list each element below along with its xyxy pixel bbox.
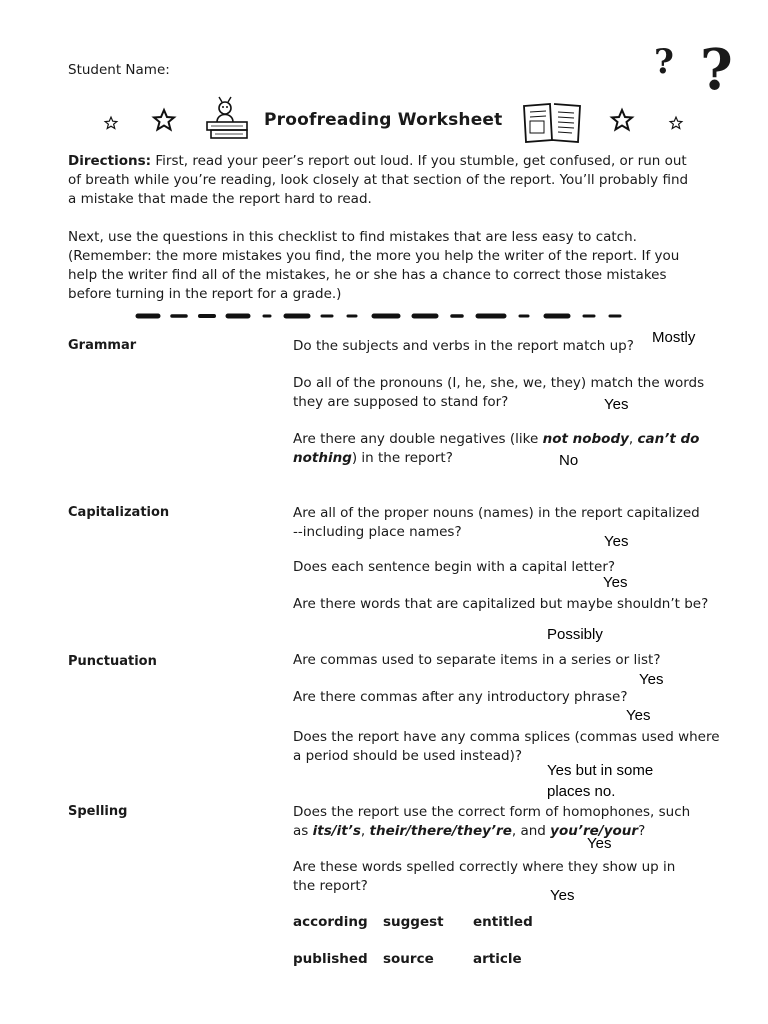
spell-question-2-line-1: Are these words spelled correctly where they show up in <box>293 859 676 875</box>
section-label-grammar: Grammar <box>68 338 137 353</box>
page-title: Proofreading Worksheet <box>264 110 503 130</box>
spell-q1-homophone-3: you’re/your <box>550 823 639 839</box>
spell-q1-homophone-1: its/it’s <box>312 823 361 839</box>
grammar-question-3-line-1 <box>293 430 699 449</box>
spell-answer-2[interactable]: Yes <box>550 887 575 904</box>
q3-example-2: can’t do <box>637 431 700 447</box>
spell-answer-1[interactable]: Yes <box>587 835 612 852</box>
punct-answer-3-line-1[interactable]: Yes but in some <box>547 762 654 779</box>
spell-q1-post: ? <box>638 823 646 839</box>
spelling-word: source <box>383 951 434 967</box>
cap-answer-3[interactable]: Possibly <box>547 626 603 643</box>
spell-q1-sep1: , <box>360 823 370 839</box>
punct-question-2: Are there commas after any introductory phrase? <box>293 689 628 705</box>
cap-question-1-line-2: --including place names? <box>293 524 462 540</box>
punct-answer-3-line-2[interactable]: places no. <box>547 783 616 800</box>
directions-line-2: of breath while you’re reading, look closely at that section of the report. You’ll probably find <box>68 172 689 188</box>
grammar-question-1: Do the subjects and verbs in the report match up? <box>293 338 634 354</box>
star-icon <box>152 108 176 132</box>
grammar-question-2-line-2: they are supposed to stand for? <box>293 394 509 410</box>
q3-example-2-cont: nothing <box>293 450 352 466</box>
spelling-word: published <box>293 951 368 967</box>
q3-text-end: ) in the report? <box>351 450 453 466</box>
grammar-answer-1[interactable]: Mostly <box>652 329 696 346</box>
grammar-question-3-line-2 <box>293 449 453 468</box>
spell-question-2-line-2: the report? <box>293 878 368 894</box>
dashed-divider <box>136 310 636 322</box>
cap-question-2: Does each sentence begin with a capital letter? <box>293 559 616 575</box>
student-name-label: Student Name: <box>68 62 170 78</box>
punct-question-3-line-1: Does the report have any comma splices (commas used where <box>293 729 720 745</box>
spell-q1-pre: as <box>293 823 313 839</box>
spelling-word: suggest <box>383 914 444 930</box>
note-line-1: Next, use the questions in this checklist to find mistakes that are less easy to catch. <box>68 229 637 245</box>
section-label-capitalization: Capitalization <box>68 505 170 520</box>
punct-answer-2[interactable]: Yes <box>626 707 651 724</box>
spelling-word: entitled <box>473 914 533 930</box>
star-icon <box>669 116 683 130</box>
grammar-answer-2[interactable]: Yes <box>604 396 629 413</box>
star-icon <box>610 108 634 132</box>
bookworm-icon <box>203 96 251 142</box>
punct-question-3-line-2: a period should be used instead)? <box>293 748 523 764</box>
spell-question-1-line-1: Does the report use the correct form of homophones, such <box>293 804 691 820</box>
directions-line-3: a mistake that made the report hard to read. <box>68 191 372 207</box>
section-label-punctuation: Punctuation <box>68 654 157 669</box>
note-line-2: (Remember: the more mistakes you find, the more you help the writer of the report. If you <box>68 248 680 264</box>
punct-question-1: Are commas used to separate items in a series or list? <box>293 652 661 668</box>
directions-line-1 <box>68 152 740 171</box>
cap-question-3: Are there words that are capitalized but maybe shouldn’t be? <box>293 596 709 612</box>
directions-text: First, read your peer’s report out loud. If you stumble, get confused, or run out <box>155 153 687 169</box>
q3-sep: , <box>628 431 638 447</box>
directions-label: Directions: <box>68 153 152 169</box>
grammar-question-2-line-1: Do all of the pronouns (I, he, she, we, they) match the words <box>293 375 705 391</box>
question-mark-small: ? <box>654 42 674 82</box>
grammar-answer-3[interactable]: No <box>559 452 579 469</box>
spelling-word: according <box>293 914 368 930</box>
punct-answer-1[interactable]: Yes <box>639 671 664 688</box>
note-line-3: help the writer find all of the mistakes, he or she has a chance to correct those mistakes <box>68 267 667 283</box>
star-icon <box>104 116 118 130</box>
spell-q1-sep2: , and <box>511 823 551 839</box>
cap-question-1-line-1: Are all of the proper nouns (names) in the report capitalized <box>293 505 700 521</box>
note-line-4: before turning in the report for a grade.) <box>68 286 342 302</box>
cap-answer-1[interactable]: Yes <box>604 533 629 550</box>
spell-q1-homophone-2: their/there/they’re <box>369 823 512 839</box>
open-book-icon <box>520 100 584 144</box>
cap-answer-2[interactable]: Yes <box>603 574 628 591</box>
spelling-word: article <box>473 951 522 967</box>
section-label-spelling: Spelling <box>68 804 128 819</box>
q3-text: Are there any double negatives (like <box>293 431 543 447</box>
q3-example-1: not nobody <box>542 431 629 447</box>
question-mark-large: ? <box>700 37 733 103</box>
